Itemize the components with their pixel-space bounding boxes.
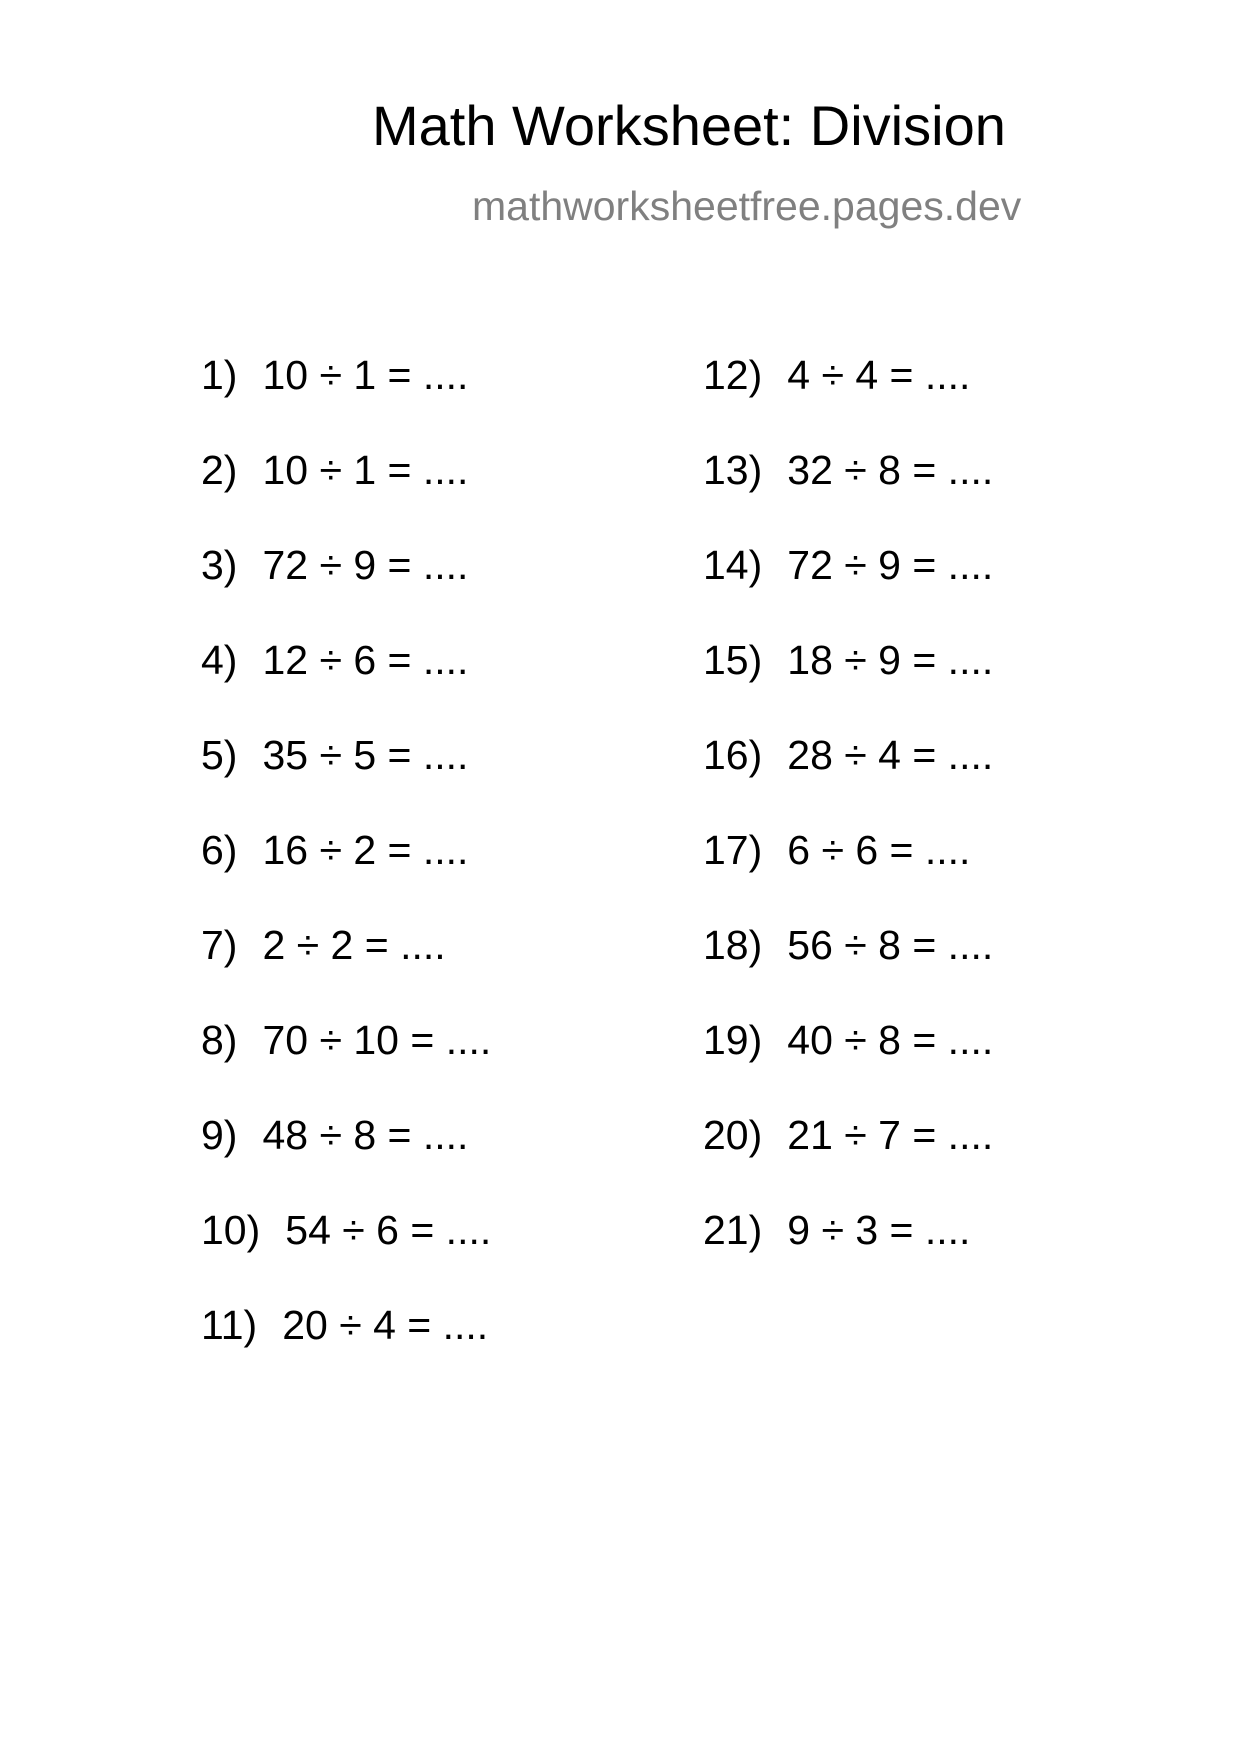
problem-expression: 20 ÷ 4 = .... [282, 1302, 489, 1348]
problem-number: 14) [703, 542, 763, 588]
problem-expression: 10 ÷ 1 = .... [262, 352, 469, 398]
problem-expression: 48 ÷ 8 = .... [262, 1112, 469, 1158]
problem-expression: 56 ÷ 8 = .... [787, 922, 994, 968]
problem-expression: 32 ÷ 8 = .... [787, 447, 994, 493]
problem-number: 5) [201, 732, 238, 778]
problem-number: 10) [201, 1207, 261, 1253]
problem-number: 18) [703, 922, 763, 968]
problem-number: 16) [703, 732, 763, 778]
problem-number: 1) [201, 352, 238, 398]
problem-item [201, 922, 721, 1020]
problem-item [703, 1207, 1223, 1305]
problem-number: 11) [201, 1302, 258, 1348]
problem-expression: 6 ÷ 6 = .... [787, 827, 971, 873]
problem-expression: 10 ÷ 1 = .... [262, 447, 469, 493]
problem-expression: 12 ÷ 6 = .... [262, 637, 469, 683]
problem-item [201, 542, 721, 640]
problem-item [703, 637, 1223, 735]
problem-number: 17) [703, 827, 763, 873]
problem-expression: 2 ÷ 2 = .... [262, 922, 446, 968]
problem-number: 15) [703, 637, 763, 683]
problem-item [703, 732, 1223, 830]
problem-number: 7) [201, 922, 238, 968]
problem-number: 2) [201, 447, 238, 493]
problem-expression: 70 ÷ 10 = .... [262, 1017, 492, 1063]
problem-expression: 18 ÷ 9 = .... [787, 637, 994, 683]
problem-expression: 72 ÷ 9 = .... [787, 542, 994, 588]
problem-item [703, 352, 1223, 450]
problem-expression: 21 ÷ 7 = .... [787, 1112, 994, 1158]
problem-expression: 54 ÷ 6 = .... [285, 1207, 492, 1253]
problem-number: 6) [201, 827, 238, 873]
problem-expression: 40 ÷ 8 = .... [787, 1017, 994, 1063]
problem-number: 12) [703, 352, 763, 398]
problem-item [201, 637, 721, 735]
problem-expression: 28 ÷ 4 = .... [787, 732, 994, 778]
problem-number: 19) [703, 1017, 763, 1063]
problem-expression: 35 ÷ 5 = .... [262, 732, 469, 778]
problem-item [201, 352, 721, 450]
problem-expression: 72 ÷ 9 = .... [262, 542, 469, 588]
problem-number: 8) [201, 1017, 238, 1063]
problem-expression: 4 ÷ 4 = .... [787, 352, 971, 398]
problem-item [201, 1017, 721, 1115]
page-title: Math Worksheet: Division [372, 94, 1006, 157]
problem-number: 9) [201, 1112, 238, 1158]
problem-number: 20) [703, 1112, 763, 1158]
problem-number: 21) [703, 1207, 763, 1253]
problem-number: 4) [201, 637, 238, 683]
problem-item [703, 542, 1223, 640]
problem-item [201, 732, 721, 830]
problem-item [201, 1112, 721, 1210]
site-url: mathworksheetfree.pages.dev [472, 183, 1022, 229]
problem-item [201, 1302, 721, 1400]
problem-item [703, 1112, 1223, 1210]
problem-expression: 9 ÷ 3 = .... [787, 1207, 971, 1253]
problem-item [703, 447, 1223, 545]
problem-item [201, 827, 721, 925]
problem-item [703, 1017, 1223, 1115]
problem-number: 3) [201, 542, 238, 588]
problem-item [703, 922, 1223, 1020]
problem-column-left [201, 352, 721, 1400]
problem-item [201, 1207, 721, 1305]
problem-number: 13) [703, 447, 763, 493]
problem-expression: 16 ÷ 2 = .... [262, 827, 469, 873]
problem-item [201, 447, 721, 545]
problem-column-right [703, 352, 1223, 1305]
problem-item [703, 827, 1223, 925]
